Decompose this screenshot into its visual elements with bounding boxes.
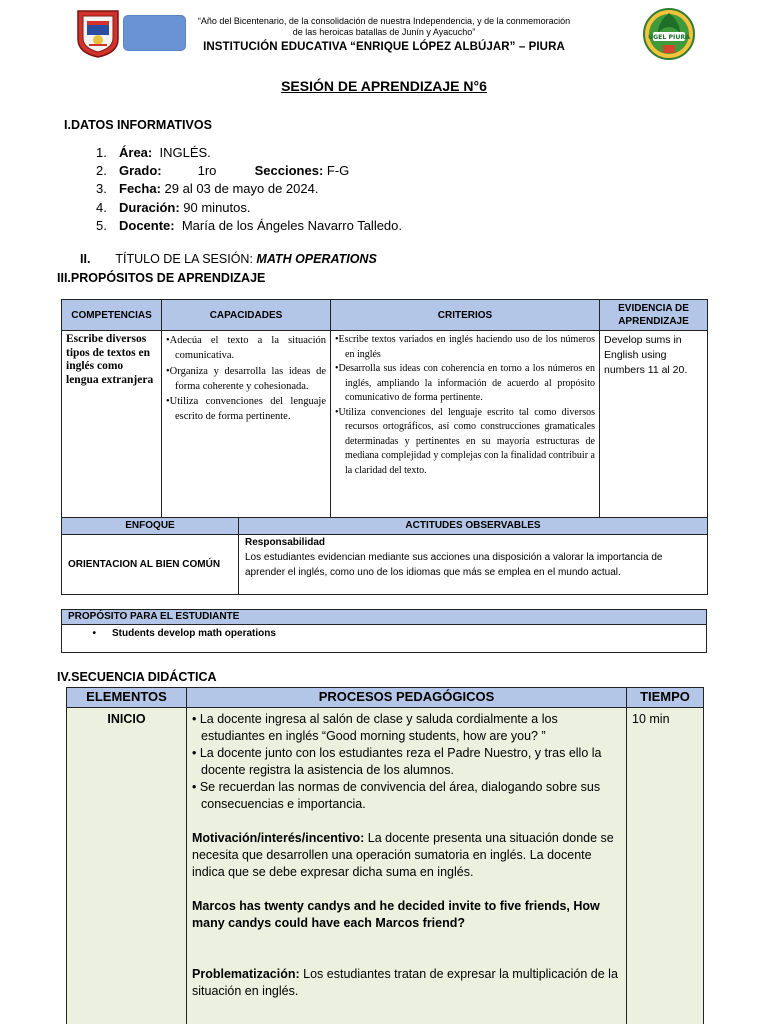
info-value-secciones: F-G <box>323 163 350 179</box>
ugel-logo-text: UGEL PIURA <box>648 34 690 41</box>
section-2-num: II. <box>80 252 91 266</box>
sequence-row-inicio <box>67 708 704 1024</box>
capacidad-item: •Adecúa el texto a la situación comunicativa. <box>166 335 326 362</box>
process-bullet: • La docente junto con los estudiantes reza el Padre Nuestro, y tras ello la docente registra la asistencia de los alumnos. <box>192 746 602 777</box>
criterio-item: •Escribe textos variados en inglés haciendo uso de los números en inglés <box>335 334 595 360</box>
actitud-text: Los estudiantes evidencian mediante sus acciones una disposición a valorar la importancia de aprender el inglés, como uno de los idiomas que más se emplea en el mundo actual. <box>245 552 663 578</box>
header-elementos: ELEMENTOS <box>67 688 187 708</box>
info-item-grado <box>96 162 402 180</box>
info-value: 90 minutos. <box>179 199 251 215</box>
header-evidencia: EVIDENCIA DE APRENDIZAJE <box>600 300 708 331</box>
ugel-piura-logo <box>643 7 695 61</box>
header-actitudes: ACTITUDES OBSERVABLES <box>239 518 708 535</box>
info-label: Duración: <box>119 199 180 215</box>
info-num: 3. <box>96 181 107 197</box>
time-value: 10 min <box>627 708 704 1024</box>
motivation-label: Motivación/interés/incentivo: <box>192 831 365 845</box>
process-bullet: • Se recuerdan las normas de convivencia del área, dialogando sobre sus consecuencias e importancia. <box>192 780 601 811</box>
criterio-item: •Utiliza convenciones del lenguaje escrito tal como diversos recursos ortográficos, así como construcciones gramaticales determinadas y pertinentes en su mayoría estructuras de mediana complejidad y complejas con la finalidad contribuir a la claridad del texto. <box>335 406 595 476</box>
info-num: 2. <box>96 163 107 179</box>
page-title: SESIÓN DE APRENDIZAJE N°6 <box>281 78 487 94</box>
enfoque-value: ORIENTACION AL BIEN COMÚN <box>62 535 239 595</box>
section-1-heading: I.DATOS INFORMATIVOS <box>64 118 212 132</box>
problem-english-text: Marcos has twenty candys and he decided invite to five friends, How many candys could have each Marcos friend? <box>192 899 600 930</box>
header-motto <box>180 16 588 38</box>
section-2-heading <box>80 252 377 266</box>
info-label: Área: <box>119 145 153 160</box>
proposito-bullet: • <box>92 628 96 639</box>
school-crest-logo <box>76 9 120 58</box>
info-item-fecha <box>96 180 402 198</box>
section-3-heading: III.PROPÓSITOS DE APRENDIZAJE <box>57 271 266 285</box>
evidencia-text: Develop sums in English using numbers 11 al 20. <box>604 334 688 376</box>
section-2-label: TÍTULO DE LA SESIÓN: <box>115 252 253 266</box>
info-label: Grado: <box>119 163 162 179</box>
header-procesos: PROCESOS PEDAGÓGICOS <box>187 688 627 708</box>
proposito-text: Students develop math operations <box>112 628 276 639</box>
actitud-title: Responsabilidad <box>245 537 326 548</box>
motto-line-1: “Año del Bicentenario, de la consolidación de nuestra Independencia, y de la conmemoración <box>197 16 571 26</box>
sequence-header-row <box>67 688 704 708</box>
header-criterios: CRITERIOS <box>331 300 600 331</box>
motivation-paragraph <box>192 830 621 881</box>
motto-line-2: de las heroicas batallas de Junín y Ayacucho” <box>292 27 476 37</box>
header-capacidades: CAPACIDADES <box>162 300 331 331</box>
info-num: 5. <box>96 217 107 233</box>
capacidad-item: •Utiliza convenciones del lenguaje escrito de forma pertinente. <box>166 396 326 423</box>
process-bullet: • La docente ingresa al salón de clase y saluda cordialmente a los estudiantes en inglés “Good morning students, how are you? ” <box>192 712 558 743</box>
criterio-item: •Desarrolla sus ideas con coherencia en torno a los números en inglés, ampliando la información de acuerdo al propósito comunicativo de forma pertinente. <box>335 363 595 403</box>
problematization-paragraph <box>192 966 621 1000</box>
section-4-heading: IV.SECUENCIA DIDÁCTICA <box>57 670 217 684</box>
header-tiempo: TIEMPO <box>627 688 704 708</box>
element-inicio: INICIO <box>67 708 187 1024</box>
info-list <box>96 144 402 235</box>
competencies-header-row <box>62 300 708 331</box>
institution-name: INSTITUCIÓN EDUCATIVA “ENRIQUE LÓPEZ ALBÚJAR” – PIURA <box>203 41 565 53</box>
info-value: María de los Ángeles Navarro Talledo. <box>174 217 403 233</box>
info-label: Fecha: <box>119 181 161 197</box>
header-proposito: PROPÓSITO PARA EL ESTUDIANTE <box>62 610 707 625</box>
sequence-table <box>66 687 704 1024</box>
competencies-table <box>61 299 708 518</box>
problematization-label: Problematización: <box>192 967 300 981</box>
info-num: 1. <box>96 145 107 160</box>
capacidad-item: •Organiza y desarrolla las ideas de forma coherente y cohesionada. <box>166 365 326 392</box>
competencia-text: Escribe diversos tipos de textos en inglés como lengua extranjera <box>66 333 154 386</box>
info-value: 29 al 03 de mayo de 2024. <box>160 181 319 197</box>
info-num: 4. <box>96 199 107 215</box>
info-label-secciones: Secciones: <box>254 163 324 179</box>
info-item-docente <box>96 217 402 235</box>
info-item-duracion <box>96 199 402 217</box>
header-competencias: COMPETENCIAS <box>62 300 162 331</box>
enfoque-table <box>61 517 708 595</box>
info-value: 1ro <box>197 163 217 179</box>
motivation-text: La docente presenta una situación donde se necesita que desarrollen una operación sumatoria en inglés. La docente indica que se debe expresar dicha suma en inglés. <box>192 831 614 879</box>
header-enfoque: ENFOQUE <box>62 518 239 535</box>
proposito-table <box>61 609 707 653</box>
info-item-area <box>96 144 402 162</box>
info-value: INGLÉS. <box>152 145 211 160</box>
info-label: Docente: <box>119 217 175 233</box>
competencies-row <box>62 331 708 518</box>
problematization-text: Los estudiantes tratan de expresar la multiplicación de la situación en inglés. <box>192 967 618 998</box>
session-title-value: MATH OPERATIONS <box>256 252 377 266</box>
